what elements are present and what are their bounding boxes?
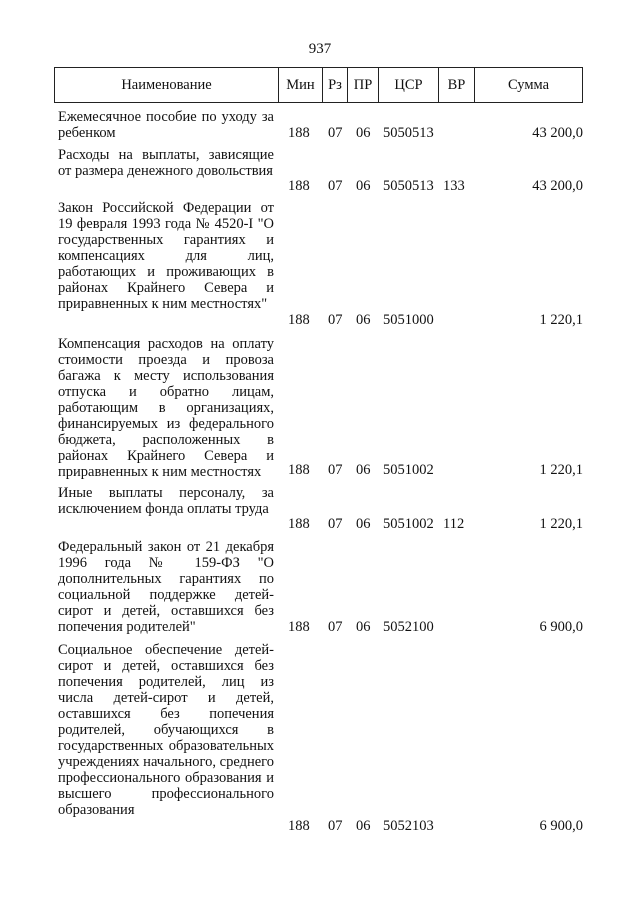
row-min: 188	[288, 619, 310, 635]
table-row	[0, 642, 640, 834]
row-vr: 112	[443, 516, 465, 532]
row-min: 188	[288, 312, 310, 328]
row-pr: 06	[356, 178, 371, 194]
row-min: 188	[288, 462, 310, 478]
page-number: 937	[308, 41, 332, 57]
row-vr: 133	[443, 178, 465, 194]
row-sum: 1 220,1	[539, 516, 583, 532]
table-row	[0, 200, 640, 328]
row-pr: 06	[356, 818, 371, 834]
header-vr: ВР	[439, 68, 475, 102]
table-row	[0, 336, 640, 480]
row-rz: 07	[328, 312, 343, 328]
row-name: Ежемесячное пособие по уходу за ребенком	[58, 109, 274, 141]
row-sum: 1 220,1	[539, 462, 583, 478]
table-row	[0, 109, 640, 141]
row-min: 188	[288, 818, 310, 834]
row-rz: 07	[328, 516, 343, 532]
row-name: Компенсация расходов на оплату стоимости проезда и провоза багажа к месту использования отпуска и обратно лицам, работающим в организациях, финансируемых из федерального бюджета, расположенных в районах Крайнего Севера и приравненных к ним местностях	[58, 336, 274, 480]
row-csr: 5051002	[383, 462, 434, 478]
header-min: Мин	[279, 68, 323, 102]
row-pr: 06	[356, 619, 371, 635]
header-csr: ЦСР	[379, 68, 439, 102]
table-row	[0, 485, 640, 533]
row-rz: 07	[328, 178, 343, 194]
row-name: Расходы на выплаты, зависящие от размера денежного довольствия	[58, 147, 274, 179]
row-rz: 07	[328, 125, 343, 141]
row-csr: 5052103	[383, 818, 434, 834]
row-name: Иные выплаты персоналу, за исключением фонда оплаты труда	[58, 485, 274, 517]
row-sum: 1 220,1	[539, 312, 583, 328]
row-sum: 43 200,0	[532, 125, 583, 141]
header-name: Наименование	[55, 68, 279, 102]
header-rz: Рз	[323, 68, 348, 102]
row-name: Федеральный закон от 21 декабря 1996 года № 159-ФЗ "О дополнительных гарантиях по социальной поддержке детей-сирот и детей, оставшихся без попечения родителей"	[58, 539, 274, 635]
row-pr: 06	[356, 462, 371, 478]
row-csr: 5051002	[383, 516, 434, 532]
row-csr: 5050513	[383, 125, 434, 141]
row-pr: 06	[356, 125, 371, 141]
row-pr: 06	[356, 312, 371, 328]
row-sum: 6 900,0	[539, 818, 583, 834]
row-rz: 07	[328, 619, 343, 635]
row-min: 188	[288, 516, 310, 532]
table-header	[54, 67, 583, 103]
row-csr: 5051000	[383, 312, 434, 328]
row-min: 188	[288, 125, 310, 141]
row-min: 188	[288, 178, 310, 194]
header-pr: ПР	[348, 68, 379, 102]
row-csr: 5050513	[383, 178, 434, 194]
row-name: Социальное обеспечение детей-сирот и детей, оставшихся без попечения родителей, лиц из числа детей-сирот и детей, оставшихся без попечения родителей, обучающихся в государственных образовательных учреждениях начального, среднего профессионального образования и высшего профессионального образования	[58, 642, 274, 818]
row-pr: 06	[356, 516, 371, 532]
row-csr: 5052100	[383, 619, 434, 635]
row-rz: 07	[328, 818, 343, 834]
row-sum: 6 900,0	[539, 619, 583, 635]
row-name: Закон Российской Федерации от 19 февраля 1993 года № 4520-I "О государственных гарантиях и компенсациях для лиц, работающих и проживающих в районах Крайнего Севера и приравненных к ним местностях"	[58, 200, 274, 312]
row-sum: 43 200,0	[532, 178, 583, 194]
table-row	[0, 147, 640, 195]
row-rz: 07	[328, 462, 343, 478]
header-sum: Сумма	[507, 77, 550, 93]
table-row	[0, 539, 640, 635]
